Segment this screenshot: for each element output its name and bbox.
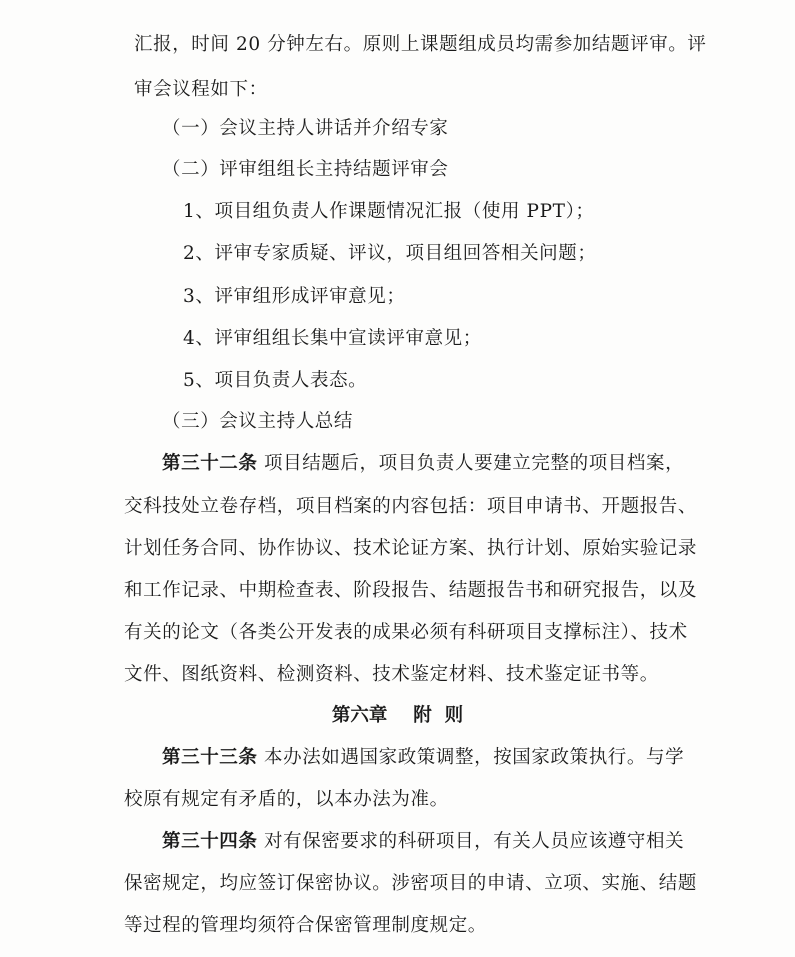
agenda-item-3: （三）会议主持人总结 [162, 411, 354, 432]
article-34-line-3: 等过程的管理均须符合保密管理制度规定。 [124, 915, 487, 936]
article-32-line-2: 交科技处立卷存档，项目档案的内容包括：项目申请书、开题报告、 [124, 496, 698, 517]
article-32-line-1: 项目结题后，项目负责人要建立完整的项目档案， [264, 453, 685, 474]
article-34-line-1: 对有保密要求的科研项目，有关人员应该遵守相关 [264, 831, 685, 852]
article-32-line-4: 和工作记录、中期检查表、阶段报告、结题报告书和研究报告，以及 [124, 580, 698, 601]
agenda-sub-item-3: 3、评审组形成评审意见； [183, 286, 406, 307]
article-32-line-6: 文件、图纸资料、检测资料、技术鉴定材料、技术鉴定证书等。 [124, 664, 659, 685]
agenda-sub-item-2: 2、评审专家质疑、评议，项目组回答相关问题； [183, 243, 597, 264]
chapter-heading [0, 704, 795, 728]
chapter-subtitle: 附 则 [413, 705, 464, 726]
agenda-sub-item-5: 5、项目负责人表态。 [183, 370, 368, 391]
intro-line-2: 审会议程如下： [134, 79, 268, 100]
article-32-title: 第三十二条 [162, 453, 258, 474]
chapter-title: 第六章 [331, 705, 388, 726]
article-33-first-line [162, 746, 684, 770]
article-33-line-1: 本办法如遇国家政策调整，按国家政策执行。与学 [264, 747, 685, 768]
article-33-title: 第三十三条 [162, 747, 258, 768]
agenda-item-1: （一）会议主持人讲话并介绍专家 [162, 118, 449, 139]
article-32-first-line [162, 452, 684, 476]
agenda-sub-item-4: 4、评审组组长集中宣读评审意见； [183, 328, 482, 349]
article-34-first-line [162, 830, 684, 854]
article-34-title: 第三十四条 [162, 831, 258, 852]
article-33-line-2: 校原有规定有矛盾的，以本办法为准。 [124, 789, 449, 810]
agenda-item-2: （二）评审组组长主持结题评审会 [162, 159, 449, 180]
article-32-line-5: 有关的论文（各类公开发表的成果必须有科研项目支撑标注）、技术 [124, 622, 688, 643]
article-34-line-2: 保密规定，均应签订保密协议。涉密项目的申请、立项、实施、结题 [124, 873, 698, 894]
intro-line-1: 汇报，时间 20 分钟左右。原则上课题组成员均需参加结题评审。评 [134, 34, 707, 55]
agenda-sub-item-1: 1、项目组负责人作课题情况汇报（使用 PPT）； [183, 201, 595, 222]
article-32-line-3: 计划任务合同、协作协议、技术论证方案、执行计划、原始实验记录 [124, 538, 698, 559]
